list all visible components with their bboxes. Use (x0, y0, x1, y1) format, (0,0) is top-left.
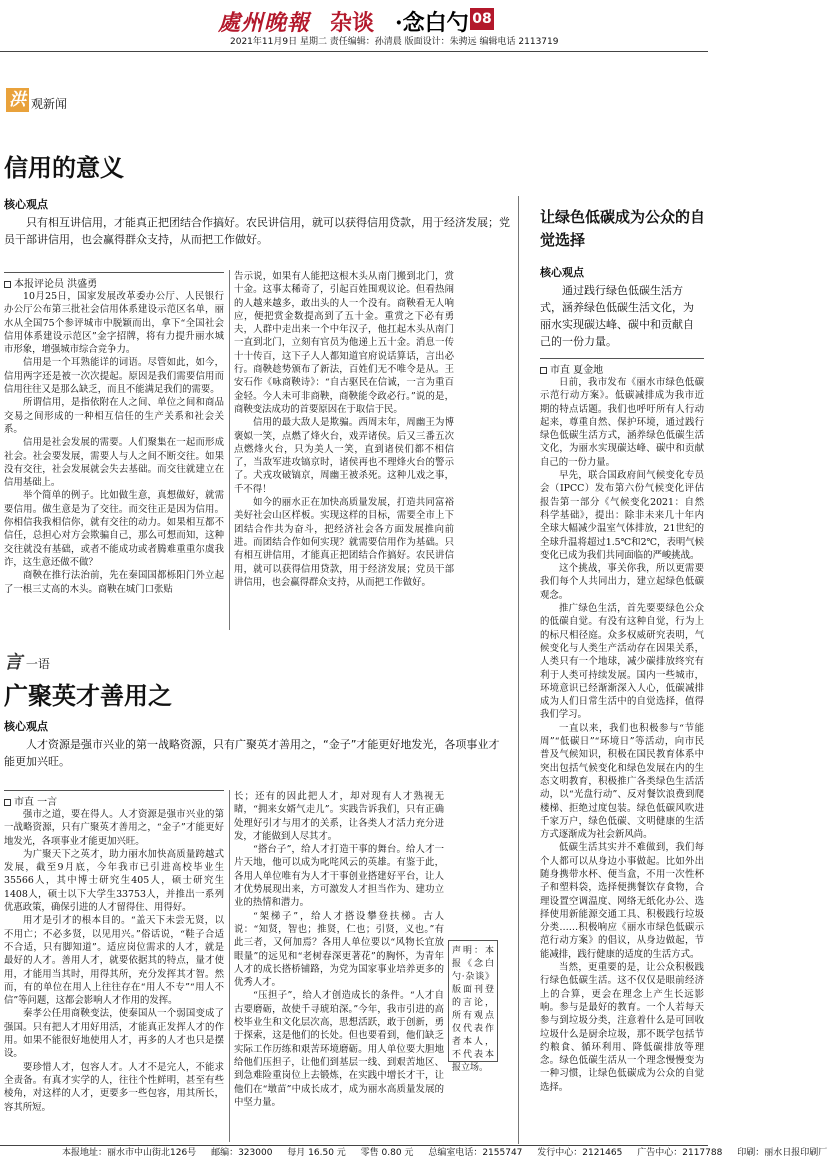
footer-printer: 印刷：丽水日报印刷厂 (737, 1148, 828, 1158)
column-tag (6, 88, 67, 116)
paragraph: 日前，我市发布《丽水市绿色低碳示范行动方案》。低碳减排成为我市近期的特点话题。我们也呼吁所有人行动起来，尊重自然、保护环境，通过践行绿色低碳生活方式，涵养绿色低碳生活文化，为丽水实现碳达峰、碳中和贡献自己的一份力量。 (540, 377, 704, 468)
paragraph: 强市之道，要在得人。人才资源是强市兴业的第一战略资源，只有广聚英才善用之，“金子”才能更好地发光，各项事业才能更加兴旺。 (4, 809, 224, 847)
footer-price: 每月 16.50 元 (287, 1148, 346, 1158)
paragraph: 要珍惜人才，包容人才。人才不是完人，不能求全责备。有真才实学的人，往往个性鲜明，甚至有些棱角，对这样的人才，更要多一些包容，用其所长，容其所短。 (4, 1061, 224, 1113)
article1-kp-text: 只有相互讲信用，才能真正把团结合作搞好。农民讲信用，就可以获得信用贷款，用于经济发展；党员干部讲信用，也会赢得群众支持，从而把工作做好。 (4, 216, 510, 246)
article2-kp-text: 人才资源是强市兴业的第一战略资源，只有广聚英才善用之，“金子”才能更好地发光，各项事业才能更加兴旺。 (4, 738, 500, 768)
section-name: 杂谈 (330, 10, 375, 36)
paragraph: 所谓信用，是指依附在人之间、单位之间和商品交易之间形成的一种相互信任的生产关系和社会关系。 (4, 397, 224, 435)
column-tag-text: 观新闻 (31, 97, 68, 111)
article2-byline (4, 790, 224, 808)
paragraph: 低碳生活其实并不难做到，我们每个人都可以从身边小事做起。比如外出随身携带水杯、便当盒，不用一次性杯子和塑料袋，选择便携餐饮存食物，合理设置空调温度、网络无纸化办公、选择使用新能源交通工具、积极践行垃圾分类……积极响应《丽水市绿色低碳示范行动方案》的倡议，从身边做起，节能减排，践行健康的适度的生活方式。 (540, 842, 704, 960)
page-number: 08 (470, 8, 494, 30)
paragraph: 信用是社会发展的需要。人们聚集在一起而形成社会。社会要发展，需要人与人之间不断交往。如果没有交往，社会发展就会失去基础。而交往就建立在信用基础上。 (4, 437, 224, 489)
yiyu-text: 一语 (25, 657, 50, 671)
paragraph: 信用是一个耳熟能详的词语。尽管如此，如今，信用两字还是被一次次提起。原因是我们需要信用而信用往往又是那么缺乏，而且不能满足我们的需要。 (4, 357, 224, 396)
article2-title: 广聚英才善用之 (4, 682, 172, 710)
disclaimer-box: 声明：本报《念白勺·杂谈》版面刊登的言论，所有观点仅代表作者本人，不代表本报立场。 (448, 940, 498, 1062)
paragraph: 一直以来，我们也积极参与“节能周”“低碳日”“环境日”等活动，向市民普及气候知识，积极在国民教育体系中突出包括气候变化和绿色发展在内的生态文明教育，积极推广各类绿色生活活动，以“光盘行动”、反对餐饮浪费到爬楼梯、拒绝过度包装。绿色低碳风吹进千家万户，绿色低碳、文明健康的生活方式逐渐成为社会新风尚。 (540, 722, 704, 841)
article1-byline-text: 本报评论员 洪盛勇 (14, 279, 98, 290)
paragraph: 早先，联合国政府间气候变化专员会（IPCC）发布第六份气候变化评估报告第一部分《气候变化2021：自然科学基础》，提出：除非未来几十年内全球大幅减少温室气体排放，21世纪的全球升温将超过1.5℃和2℃，表明气候变化已成为我们共同面临的严峻挑战。 (540, 470, 704, 561)
paragraph: 信用的最大敌人是欺骗。西周末年，周幽王为博褒姒一笑，点燃了烽火台，戏弄诸侯。后又三番五次点燃烽火台，只为美人一笑，直到诸侯们都不相信了，当敌军进攻镐京时，诸侯再也不理烽火台的警示了。犬戎攻破镐京，周幽王被杀死。这种儿戏之事，千不得！ (234, 417, 454, 495)
paragraph: 为广聚天下之英才，助力丽水加快高质量跨越式发展，截至9月底，今年我市已引进高校毕业生35566人，其中博士研究生405人，硕士研究生1408人，硕士以下大学生33753人，并推出一系列优惠政策，确保引进的人才留得住、用得好。 (4, 848, 224, 914)
footer-postcode: 邮编：323000 (211, 1148, 273, 1158)
paragraph: 秦孝公任用商鞅变法，使秦国从一个弱国变成了强国。只有把人才用好用活，才能真正发挥人才的作用。如果不能很好地使用人才，再多的人才也只是摆设。 (4, 1008, 224, 1060)
article1-col2 (234, 270, 454, 625)
paragraph: 当然，更重要的是，让公众积极践行绿色低碳生活。这不仅仅是眼前经济上的合算，更会在理念上产生长远影响。参与是最好的教育。一个人若每天参与到垃圾分类，注意着什么是可回收垃圾什么是厨余垃圾，那不既学包括节约粮食、循环利用、降低碳排放等理念。绿色低碳生活从一个理念慢慢变为一种习惯，让绿色低碳成为公众的自觉选择。 (540, 962, 704, 1093)
paragraph: “架梯子”，给人才搭设攀登扶梯。古人说：“知贤，智也；推贤，仁也；引贤，义也。”有此三者，又何加焉？各用人单位要以“风物长宜放眼量”的远见和“老树春深更著花”的胸怀，为青年人才的成长搭桥铺路，为党为国家事业培养更多的优秀人才。 (234, 910, 444, 989)
column-divider (229, 790, 230, 1142)
sidebar-byline-text: 市直 夏金地 (550, 365, 604, 376)
column-tag-glyph: 洪 (6, 88, 29, 112)
article1-kp-label: 核心观点 (4, 198, 48, 211)
paragraph: 举个简单的例子。比如做生意，真想做好，就需要信用。做生意是为了交往。而交往正是因为信用。你相信我我相信你，就有交往的动力。如果相互都不信任，总担心对方会欺骗自己，那么可想而知，这种交往就没有基础，或者不能成功或者腾难重重尔虞我诈，这生意还做不做？ (4, 490, 224, 568)
footer-distribution: 发行中心：2121465 (537, 1148, 623, 1158)
paragraph: 用才是引才的根本目的。“盖天下未尝无贤，以不用亡；不必多贤，以见用兴。”俗话说，“鞋子合适不合适，只有脚知道”。适应岗位需求的人才，就是最好的人才。善用人才，就要依据其的特点，量才使用，才能用当其时，用得其所，充分发挥其才智。然而，有的单位在用人上往往存在“用人不专”“用人不信”等问题，这都会影响人才作用的发挥。 (4, 915, 224, 1007)
article2-byline-text: 市直 一言 (14, 797, 58, 808)
article2-col1 (4, 808, 224, 1142)
footer (0, 1145, 828, 1162)
paragraph: 如今的丽水正在加快高质量发展，打造共同富裕美好社会山区样板。实现这样的目标，需要全市上下团结合作共为奋斗，把经济社会各方面发展推向前进。而团结合作如何实现？就需要信用作为基础。只有相互讲信用，才能真正把团结合作搞好。农民讲信用，就可以获得信用贷款，用于经济发展；党员干部讲信用，也会赢得群众支持，从而把工作做好。 (234, 497, 454, 588)
yiyu-glyph: 言 (4, 652, 22, 673)
footer-office: 总编室电话：2155747 (428, 1148, 523, 1158)
sidebar-byline (540, 358, 704, 376)
paragraph: 商鞅在推行法治前，先在秦国国都栎阳门外立起了一根三丈高的木头。商鞅在城门口张贴 (4, 570, 224, 595)
paragraph: “搭台子”，给人才打造干事的舞台。给人才一片天地，他可以成为叱咤风云的英雄。有鉴于此，各用人单位唯有为人才干事创业搭建好平台，让人才优势展现出来，方可激发人才担当作为、建功立业的热情和潜力。 (234, 844, 444, 909)
paragraph: 长；还有的因此把人才，却对现有人才熟视无睹，“拥来女婿气走儿”。实践告诉我们，只有正确处理好引才与用才的关系，让各类人才活力充分迸发，才能做到人尽其才。 (234, 791, 444, 842)
paragraph: 推广绿色生活，首先要要绿色公众的低碳自觉。有没有这种自觉，行为上的标尺相径庭。众多权威研究表明，气候变化与人类生产活动存在因果关系，人类只有一个地球，减少碳排放终究有利于人类可持续发展。国内一些城市，环境意识已经渐渐深入人心，低碳减排成为人们日常生活中的自觉选择，值得我们学习。 (540, 603, 704, 721)
paragraph: 这个挑战，事关你我，所以更需要我们每个人共同出力，建立起绿色低碳观念。 (540, 563, 704, 601)
footer-address: 本报地址：丽水市中山街北126号 (62, 1148, 197, 1158)
paragraph: 告示说，如果有人能把这根木头从南门搬到北门，赏十金。这事太稀奇了，引起百姓围观议论。但看热闹的人越来越多，敢出头的人一个没有。商鞅看无人响应，便把赏金数提高到了五十金。重赏之下必有勇夫，人群中走出来一个中年汉子，他扛起木头从南门一直到北门，立刻有官员为他递上五十金。消息一传十十传百，这下子人人都知道官府说话算话，言出必行。商鞅趁势颁布了新法，百姓们无不唯令是从。王安石作《咏商鞅诗》：“自古驱民在信诚，一言为重百金轻。今人未可非商鞅，商鞅能令政必行。”说的是，商鞅变法成功的首要原因在于取信于民。 (234, 271, 454, 415)
dateline: 2021年11月9日 星期二 责任编辑：孙清晨 版面设计：朱骋远 编辑电话 2113719 (230, 37, 559, 47)
sidebar-divider (518, 196, 519, 1144)
column-name: ·念白勺 (395, 10, 469, 36)
sidebar-kp-label: 核心观点 (540, 266, 584, 279)
sidebar-kp-text: 通过践行绿色低碳生活方式，涵养绿色低碳生活文化，为丽水实现碳达峰、碳中和贡献自己的一份力量。 (540, 284, 694, 348)
footer-retail: 零售 0.80 元 (360, 1148, 414, 1158)
article2-kp-label: 核心观点 (4, 720, 48, 733)
masthead (0, 0, 708, 52)
sidebar-body (540, 376, 704, 1142)
article2-col2 (234, 790, 444, 1142)
paragraph: “压担子”，给人才创造成长的条件。“人才自古要磨砺，故使千寻琥珀深。”今年，我市引进的高校毕业生和文化层次高，思想活跃，敢于创新，勇于探索，这是他们的长处。但也要看到，他们缺乏实际工作历练和艰苦环境磨砺。用人单位要大胆地给他们压担子，让他们到基层一线、到艰苦地区、到急难险重岗位上去锻炼，在实践中增长才干，让他们在“墩苗”中成长成才，成为丽水高质量发展的中坚力量。 (234, 990, 444, 1108)
paragraph: 10月25日，国家发展改革委办公厅、人民银行办公厅公布第三批社会信用体系建设示范区名单，丽水从全国75个参评城市中脱颖而出，拿下“全国社会信用体系建设示范区”金字招牌，将有力提升丽水城市形象，增强城市综合竞争力。 (4, 291, 224, 356)
article1-col1 (4, 290, 224, 625)
column-divider (229, 270, 230, 630)
column-tag-yiyu (4, 648, 50, 674)
article1-title: 信用的意义 (4, 154, 124, 182)
footer-ads: 广告中心：2117788 (637, 1148, 723, 1158)
paper-name: 處州晚報 (218, 10, 311, 36)
article1-byline (4, 272, 224, 290)
sidebar-title: 让绿色低碳成为公众的自觉选择 (540, 208, 706, 249)
